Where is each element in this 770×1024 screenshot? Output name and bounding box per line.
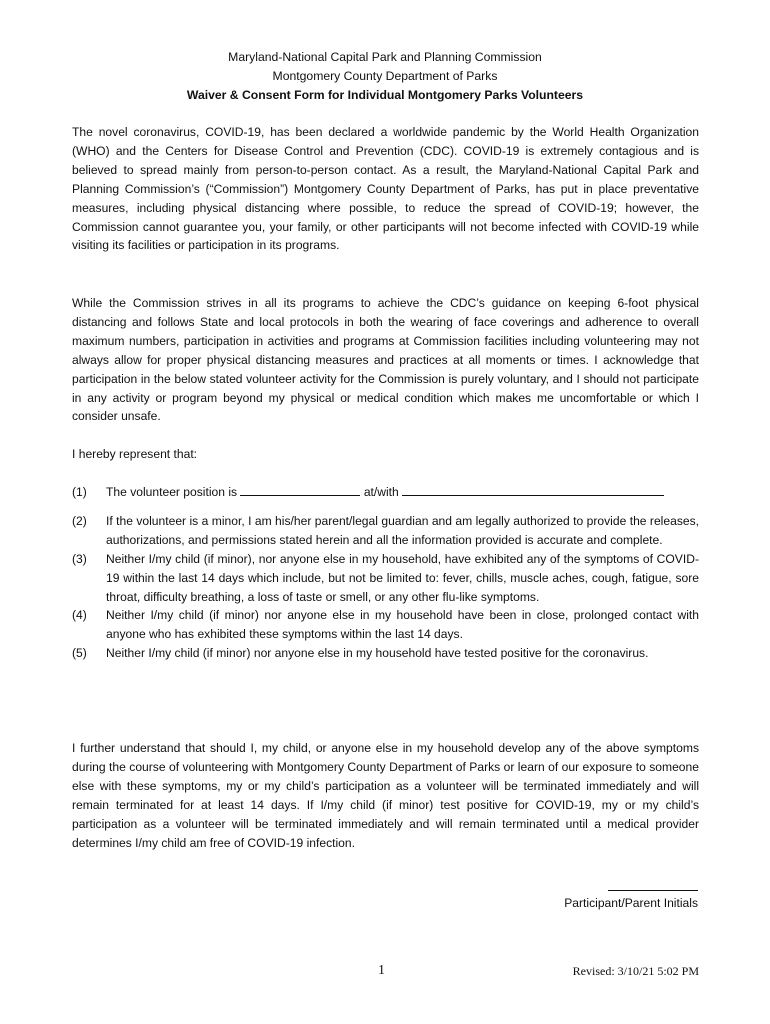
- revision-date: Revised: 3/10/21 5:02 PM: [572, 964, 699, 978]
- item-text: [106, 483, 699, 502]
- paragraph-text: The novel coronavirus, COVID-19, has been declared a worldwide pandemic by the World Health Organization (WHO) and the Centers for Disease Control and Prevention (CDC). COVID-19 is extremely contagious and is believed to spread mainly from person-to-person contact. As a result, the Maryland-National Capital Park and Planning Commission’s (“Commission”) Montgomery County Department of Parks, has put in place preventative measures, including physical distancing where possible, to reduce the spread of COVID-19; however, the Commission cannot guarantee you, your family, or other participants will not become infected with COVID-19 while visiting its facilities or participation in its programs.: [72, 125, 699, 253]
- item-number: (1): [72, 485, 87, 499]
- representation-list: [72, 483, 699, 663]
- item-text-part: at/with: [360, 485, 403, 499]
- item-text: Neither I/my child (if minor) nor anyone else in my household have been in close, prolonged contact with anyone who has exhibited these symptoms within the last 14 days.: [106, 608, 699, 642]
- paragraph-text: I hereby represent that:: [72, 447, 198, 461]
- item-number: (4): [72, 608, 87, 623]
- paragraph-text: While the Commission strives in all its programs to achieve the CDC’s guidance on keeping 6-foot physical distancing and follows State and local protocols in both the wearing of face coverings and adherence to overall maximum numbers, participation in activities and programs at Commission facilities including volunteering may not always allow for proper physical distancing measures and practices at all moments or times. I acknowledge that participation in the below stated volunteer activity for the Commission is purely voluntary, and I should not participate in any activity or program beyond my physical or medical condition which makes me uncomfortable or which I consider unsafe.: [72, 296, 699, 424]
- initials-label: Participant/Parent Initials: [564, 896, 698, 910]
- list-item: [72, 483, 699, 502]
- header-organization: Maryland-National Capital Park and Planning Commission: [228, 50, 542, 64]
- intro-paragraph: [72, 123, 699, 255]
- item-text: If the volunteer is a minor, I am his/her parent/legal guardian and am legally authorized to provide the releases, authorizations, and permissions stated herein and all the information provided is accurate and complete.: [106, 513, 699, 547]
- document-header: [0, 48, 770, 105]
- initials-block: [564, 873, 698, 912]
- understanding-paragraph: [72, 739, 699, 852]
- item-number: (2): [72, 513, 87, 528]
- page-number: 1: [378, 963, 385, 978]
- item-text: Neither I/my child (if minor) nor anyone else in my household have tested positive for the coronavirus.: [106, 646, 649, 661]
- item-text: Neither I/my child (if minor), nor anyone else in my household, have exhibited any of the symptoms of COVID-19 within the last 14 days which include, but not be limited to: fever, chills, muscle aches, cough, fatigue, sore throat, difficulty breathing, a loss of taste or smell, or any other flu-like symptoms.: [106, 551, 699, 604]
- paragraph-text: I further understand that should I, my child, or anyone else in my household develop any of the above symptoms during the course of volunteering with Montgomery County Department of Parks or learn of our exposure to someone else with these symptoms, my or my child’s participation as a volunteer will be terminated immediately and will remain terminated for at least 14 days. If I/my child (if minor) test positive for COVID-19, my or my child’s participation as a volunteer will be terminated immediately and will remain terminated until a medical provider determines I/my child am free of COVID-19 infection.: [72, 741, 699, 850]
- item-number: (5): [72, 646, 87, 661]
- commission-paragraph: [72, 294, 699, 426]
- item-number: (3): [72, 551, 87, 566]
- represent-heading: [72, 445, 699, 464]
- document-title: Waiver & Consent Form for Individual Montgomery Parks Volunteers: [186, 88, 584, 102]
- list-item: [72, 606, 699, 644]
- list-item: [72, 512, 699, 550]
- item-text-part: The volunteer position is: [106, 485, 241, 499]
- initials-field[interactable]: [608, 890, 698, 891]
- header-department: Montgomery County Department of Parks: [272, 69, 498, 83]
- list-item: [72, 550, 699, 607]
- volunteer-location-field[interactable]: [402, 483, 664, 496]
- volunteer-position-field[interactable]: [240, 483, 360, 496]
- list-item: [72, 644, 699, 663]
